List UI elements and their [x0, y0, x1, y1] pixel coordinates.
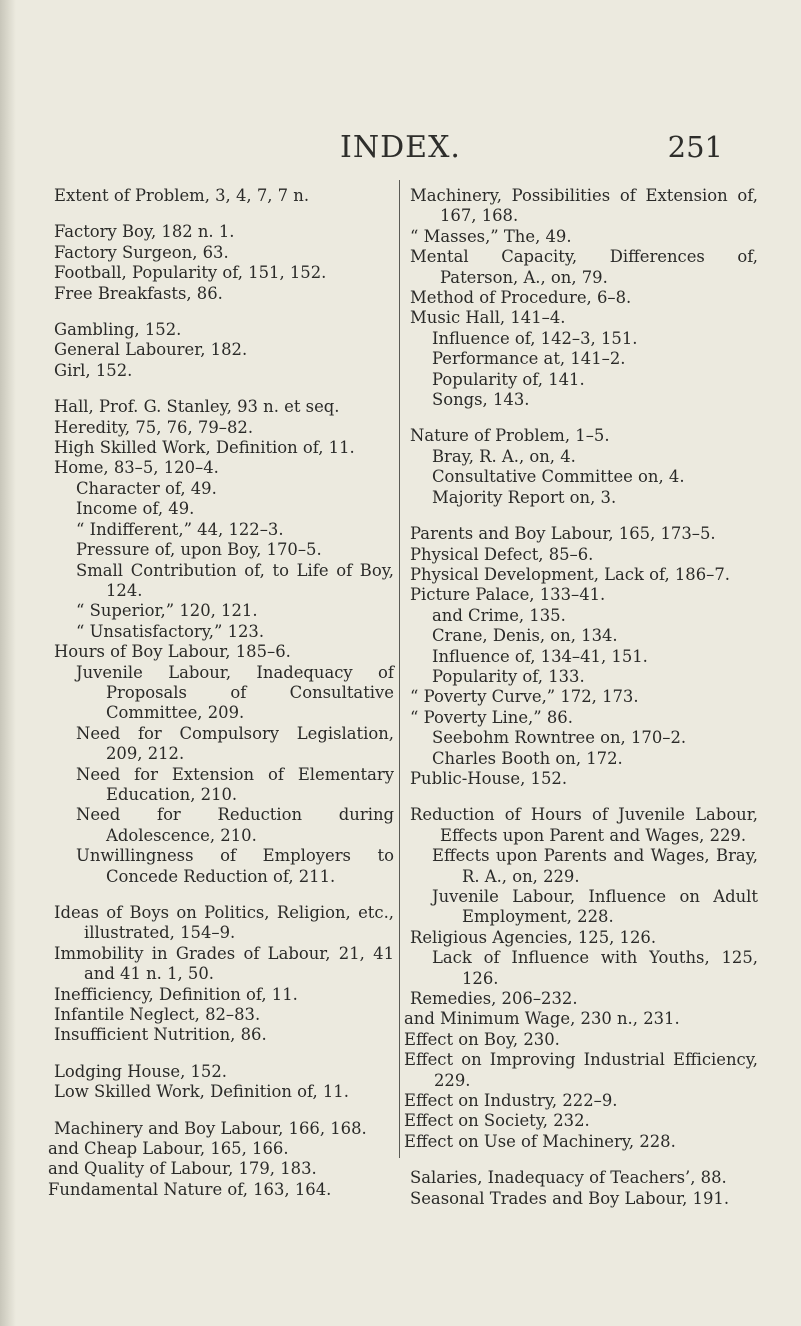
index-subentry: Juvenile Labour, Influence on Adult Employment, 228.: [432, 887, 758, 927]
index-entry: Nature of Problem, 1–5.: [410, 426, 610, 446]
index-entry: Machinery and Boy Labour, 166, 168.: [54, 1118, 367, 1138]
index-entry: Machinery, Possibilities of Extension of, 167, 168.: [410, 186, 758, 226]
index-subentry: “ Superior,” 120, 121.: [76, 601, 258, 621]
index-subentry: Character of, 49.: [76, 478, 217, 498]
index-subentry: Juvenile Labour, Inadequacy of Proposals of Consultative Committee, 209.: [76, 662, 394, 723]
index-entry: Home, 83–5, 120–4.: [54, 458, 219, 478]
index-entry: Parents and Boy Labour, 165, 173–5.: [410, 524, 716, 544]
index-group: [410, 1168, 758, 1209]
index-subentry: Pressure of, upon Boy, 170–5.: [76, 540, 322, 560]
index-subentry: Income of, 49.: [76, 499, 195, 519]
index-entry: “ Poverty Curve,” 172, 173.: [410, 687, 639, 707]
index-entry: Picture Palace, 133–41.: [410, 585, 606, 605]
index-group: [54, 320, 394, 381]
index-entry: General Labourer, 182.: [54, 340, 248, 360]
index-subentry: Fundamental Nature of, 163, 164.: [48, 1179, 332, 1199]
index-group: [48, 1118, 394, 1201]
index-group: [54, 186, 394, 206]
index-subentry: and Minimum Wage, 230 n., 231.: [404, 1009, 680, 1029]
index-group: [404, 805, 758, 1152]
index-subentry: Songs, 143.: [432, 390, 530, 410]
index-group: [54, 397, 394, 887]
index-entry: Free Breakfasts, 86.: [54, 283, 223, 303]
index-subentry: Lack of Influence with Youths, 125, 126.: [432, 948, 758, 988]
index-subentry: “ Indifferent,” 44, 122–3.: [76, 519, 284, 539]
index-subentry: Small Contribution of, to Life of Boy, 124.: [76, 560, 394, 600]
index-entry: Remedies, 206–232.: [410, 989, 578, 1009]
page-number: 251: [667, 130, 723, 164]
index-entry: Method of Procedure, 6–8.: [410, 288, 632, 308]
index-entry: High Skilled Work, Definition of, 11.: [54, 438, 355, 458]
index-group: [54, 1062, 394, 1103]
index-entry: Low Skilled Work, Definition of, 11.: [54, 1082, 349, 1102]
index-entry: Extent of Problem, 3, 4, 7, 7 n.: [54, 186, 310, 205]
index-entry: Mental Capacity, Differences of, Paterson, A., on, 79.: [410, 247, 758, 287]
index-entry: Public-House, 152.: [410, 768, 568, 788]
index-subentry: Charles Booth on, 172.: [432, 748, 623, 768]
index-entry: Inefficiency, Definition of, 11.: [54, 984, 298, 1004]
index-subentry: Bray, R. A., on, 4.: [432, 446, 576, 466]
index-group: [54, 222, 394, 304]
index-entry: Factory Boy, 182 n. 1.: [54, 222, 235, 242]
index-entry: Hours of Boy Labour, 185–6.: [54, 642, 291, 662]
index-subentry: Crane, Denis, on, 134.: [432, 626, 618, 646]
index-subentry: Seebohm Rowntree on, 170–2.: [432, 728, 687, 748]
index-subentry: “ Unsatisfactory,” 123.: [76, 621, 265, 641]
index-entry: Salaries, Inadequacy of Teachers’, 88.: [410, 1168, 727, 1188]
index-subentry: Influence of, 142–3, 151.: [432, 328, 638, 348]
index-column-right: [404, 186, 758, 1225]
index-entry: Immobility in Grades of Labour, 21, 41 and 41 n. 1, 50.: [54, 943, 394, 984]
index-subentry: Need for Reduction during Adolescence, 210.: [76, 805, 394, 845]
index-entry: Gambling, 152.: [54, 320, 182, 340]
index-group: [410, 186, 758, 410]
index-subentry: Majority Report on, 3.: [432, 487, 617, 507]
index-entry: Factory Surgeon, 63.: [54, 242, 229, 262]
book-spine-shadow: [0, 0, 16, 1326]
index-entry: Infantile Neglect, 82–83.: [54, 1005, 261, 1025]
index-subentry: Popularity of, 133.: [432, 666, 585, 686]
index-entry: Physical Defect, 85–6.: [410, 544, 594, 564]
index-subentry: Unwillingness of Employers to Concede Reduction of, 211.: [76, 846, 394, 886]
index-subentry: Effect on Society, 232.: [404, 1111, 590, 1131]
page-header: [0, 130, 801, 170]
index-group: [54, 903, 394, 1046]
index-entry: Reduction of Hours of Juvenile Labour, Effects upon Parent and Wages, 229.: [410, 805, 758, 845]
index-subentry: Effect on Use of Machinery, 228.: [404, 1131, 676, 1151]
index-entry: Physical Development, Lack of, 186–7.: [410, 564, 730, 584]
index-entry: Insufficient Nutrition, 86.: [54, 1025, 267, 1045]
index-subentry: and Crime, 135.: [432, 605, 566, 625]
index-group: [410, 524, 758, 789]
index-entry: Seasonal Trades and Boy Labour, 191.: [410, 1188, 730, 1208]
index-column-left: [48, 186, 394, 1216]
index-subentry: and Quality of Labour, 179, 183.: [48, 1159, 317, 1179]
index-entry: Hall, Prof. G. Stanley, 93 n. et seq.: [54, 397, 340, 417]
index-group: [410, 426, 758, 508]
index-subentry: Effect on Industry, 222–9.: [404, 1091, 618, 1111]
index-entry: Heredity, 75, 76, 79–82.: [54, 417, 254, 437]
index-subentry: Effect on Boy, 230.: [404, 1029, 560, 1049]
index-subentry: Effect on Improving Industrial Efficiency, 229.: [404, 1050, 758, 1090]
index-entry: Lodging House, 152.: [54, 1061, 227, 1081]
index-subentry: Need for Compulsory Legislation, 209, 212.: [76, 723, 394, 764]
index-subentry: Need for Extension of Elementary Education, 210.: [76, 764, 394, 804]
index-entry: “ Masses,” The, 49.: [410, 226, 572, 246]
index-subentry: Influence of, 134–41, 151.: [432, 646, 648, 666]
index-entry: “ Poverty Line,” 86.: [410, 707, 573, 727]
index-entry: Music Hall, 141–4.: [410, 308, 566, 328]
index-subentry: Effects upon Parents and Wages, Bray, R. A., on, 229.: [432, 846, 758, 886]
index-entry: Ideas of Boys on Politics, Religion, etc., illustrated, 154–9.: [54, 903, 394, 943]
column-divider: [399, 180, 400, 1158]
index-subentry: and Cheap Labour, 165, 166.: [48, 1139, 289, 1159]
index-subentry: Popularity of, 141.: [432, 369, 585, 389]
page-title: INDEX.: [340, 130, 461, 165]
index-entry: Football, Popularity of, 151, 152.: [54, 263, 327, 283]
index-subentry: Performance at, 141–2.: [432, 349, 626, 369]
index-subentry: Consultative Committee on, 4.: [432, 467, 685, 487]
index-entry: Girl, 152.: [54, 360, 133, 380]
index-entry: Religious Agencies, 125, 126.: [410, 927, 657, 947]
